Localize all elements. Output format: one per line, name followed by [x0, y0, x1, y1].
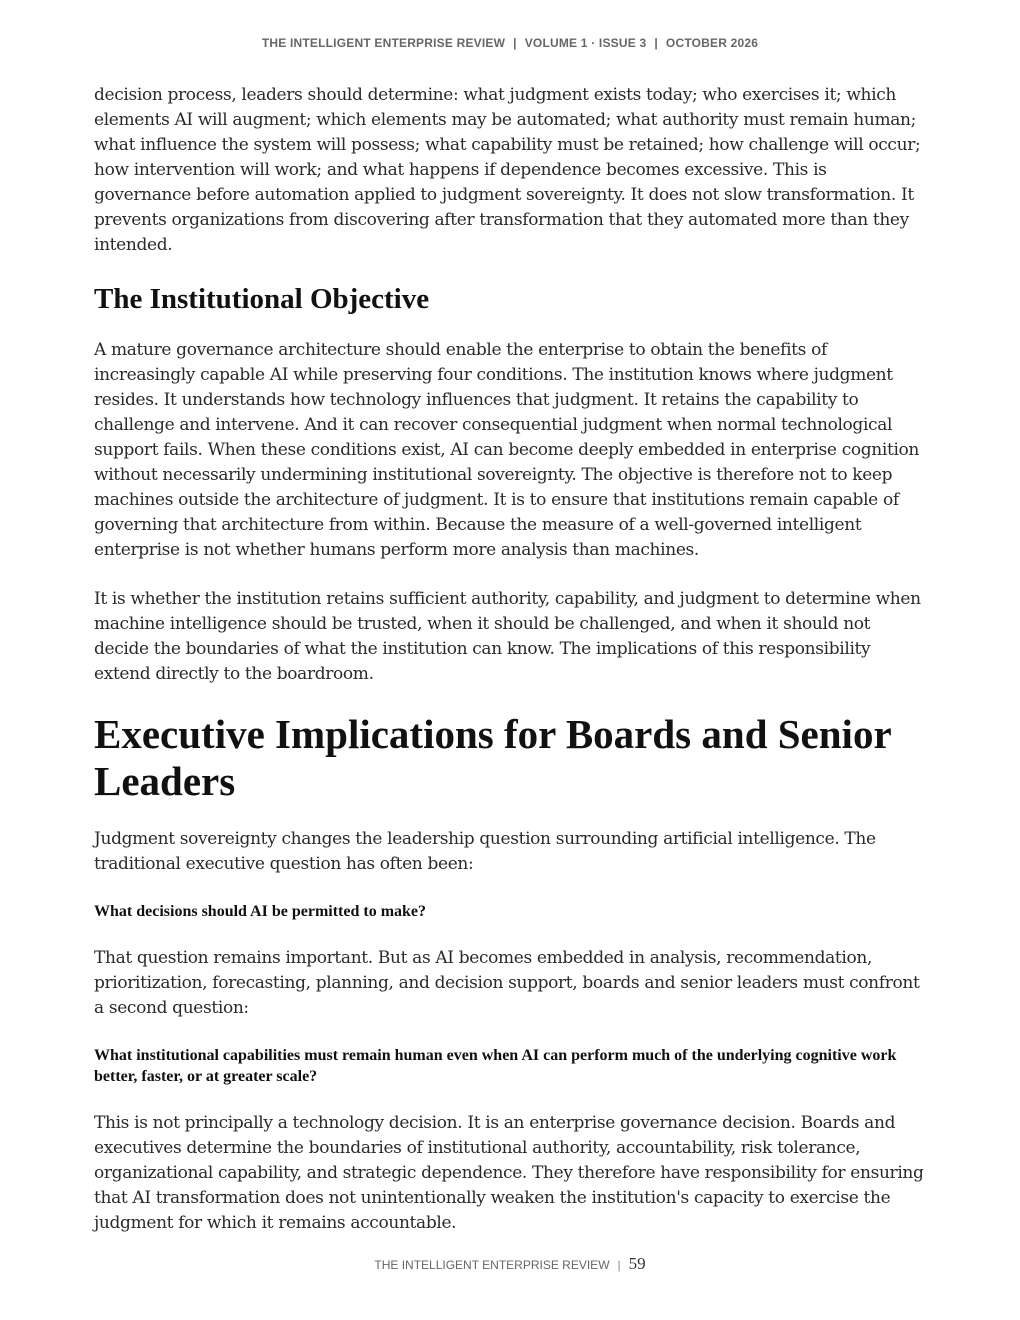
running-header: [0, 36, 1020, 50]
header-separator: |: [513, 36, 517, 50]
chapter-heading: Executive Implications for Boards and Senior Leaders: [94, 711, 891, 804]
paragraph: It is whether the institution retains sufficient authority, capability, and judgment to determine when machine intelligence should be trusted, when it should be challenged, and when it should not decide the boundaries of what the institution can know. The implications of this responsibility extend directly to the boardroom.: [94, 589, 921, 684]
article-body: [94, 83, 926, 1260]
key-question: What decisions should AI be permitted to make?: [94, 903, 427, 920]
key-question: What institutional capabilities must remain human even when AI can perform much of the underlying cognitive work better, faster, or at greater scale?: [94, 1047, 897, 1085]
page-number: 59: [628, 1254, 646, 1273]
paragraph: decision process, leaders should determine: what judgment exists today; who exercises it; which elements AI will augment; which elements may be automated; what authority must remain human; what influence the system will possess; what capability must be retained; how challenge will occur; how intervention will work; and what happens if dependence becomes excessive. This is governance before automation applied to judgment sovereignty. It does not slow transformation. It prevents organizations from discovering after transformation that they automated more than they intended.: [94, 85, 921, 255]
paragraph: Judgment sovereignty changes the leadership question surrounding artificial intelligence. The traditional executive question has often been:: [94, 829, 876, 874]
footer-publication: THE INTELLIGENT ENTERPRISE REVIEW: [374, 1258, 610, 1272]
header-separator: |: [654, 36, 658, 50]
footer-separator: |: [617, 1258, 621, 1272]
header-date: OCTOBER 2026: [665, 36, 759, 50]
section-heading: The Institutional Objective: [94, 283, 430, 315]
page-footer: [0, 1254, 1020, 1274]
header-issue: VOLUME 1 · ISSUE 3: [524, 36, 647, 50]
header-publication: THE INTELLIGENT ENTERPRISE REVIEW: [261, 36, 506, 50]
paragraph: That question remains important. But as AI becomes embedded in analysis, recommendation, prioritization, forecasting, planning, and decision support, boards and senior leaders must confront a second question:: [94, 948, 920, 1018]
paragraph: A mature governance architecture should enable the enterprise to obtain the benefits of increasingly capable AI while preserving four conditions. The institution knows where judgment resides. It understands how technology influences that judgment. It retains the capability to challenge and intervene. And it can recover consequential judgment when normal technological support fails. When these conditions exist, AI can become deeply embedded in enterprise cognition without necessarily undermining institutional sovereignty. The objective is therefore not to keep machines outside the architecture of judgment. It is to ensure that institutions remain capable of governing that architecture from within. Because the measure of a well-governed intelligent enterprise is not whether humans perform more analysis than machines.: [94, 340, 920, 560]
paragraph: This is not principally a technology decision. It is an enterprise governance decision. Boards and executives determine the boundaries of institutional authority, accountability, risk tolerance, organizational capability, and strategic dependence. They therefore have responsibility for ensuring that AI transformation does not unintentionally weaken the institution's capacity to exercise the judgment for which it remains accountable.: [94, 1113, 924, 1233]
